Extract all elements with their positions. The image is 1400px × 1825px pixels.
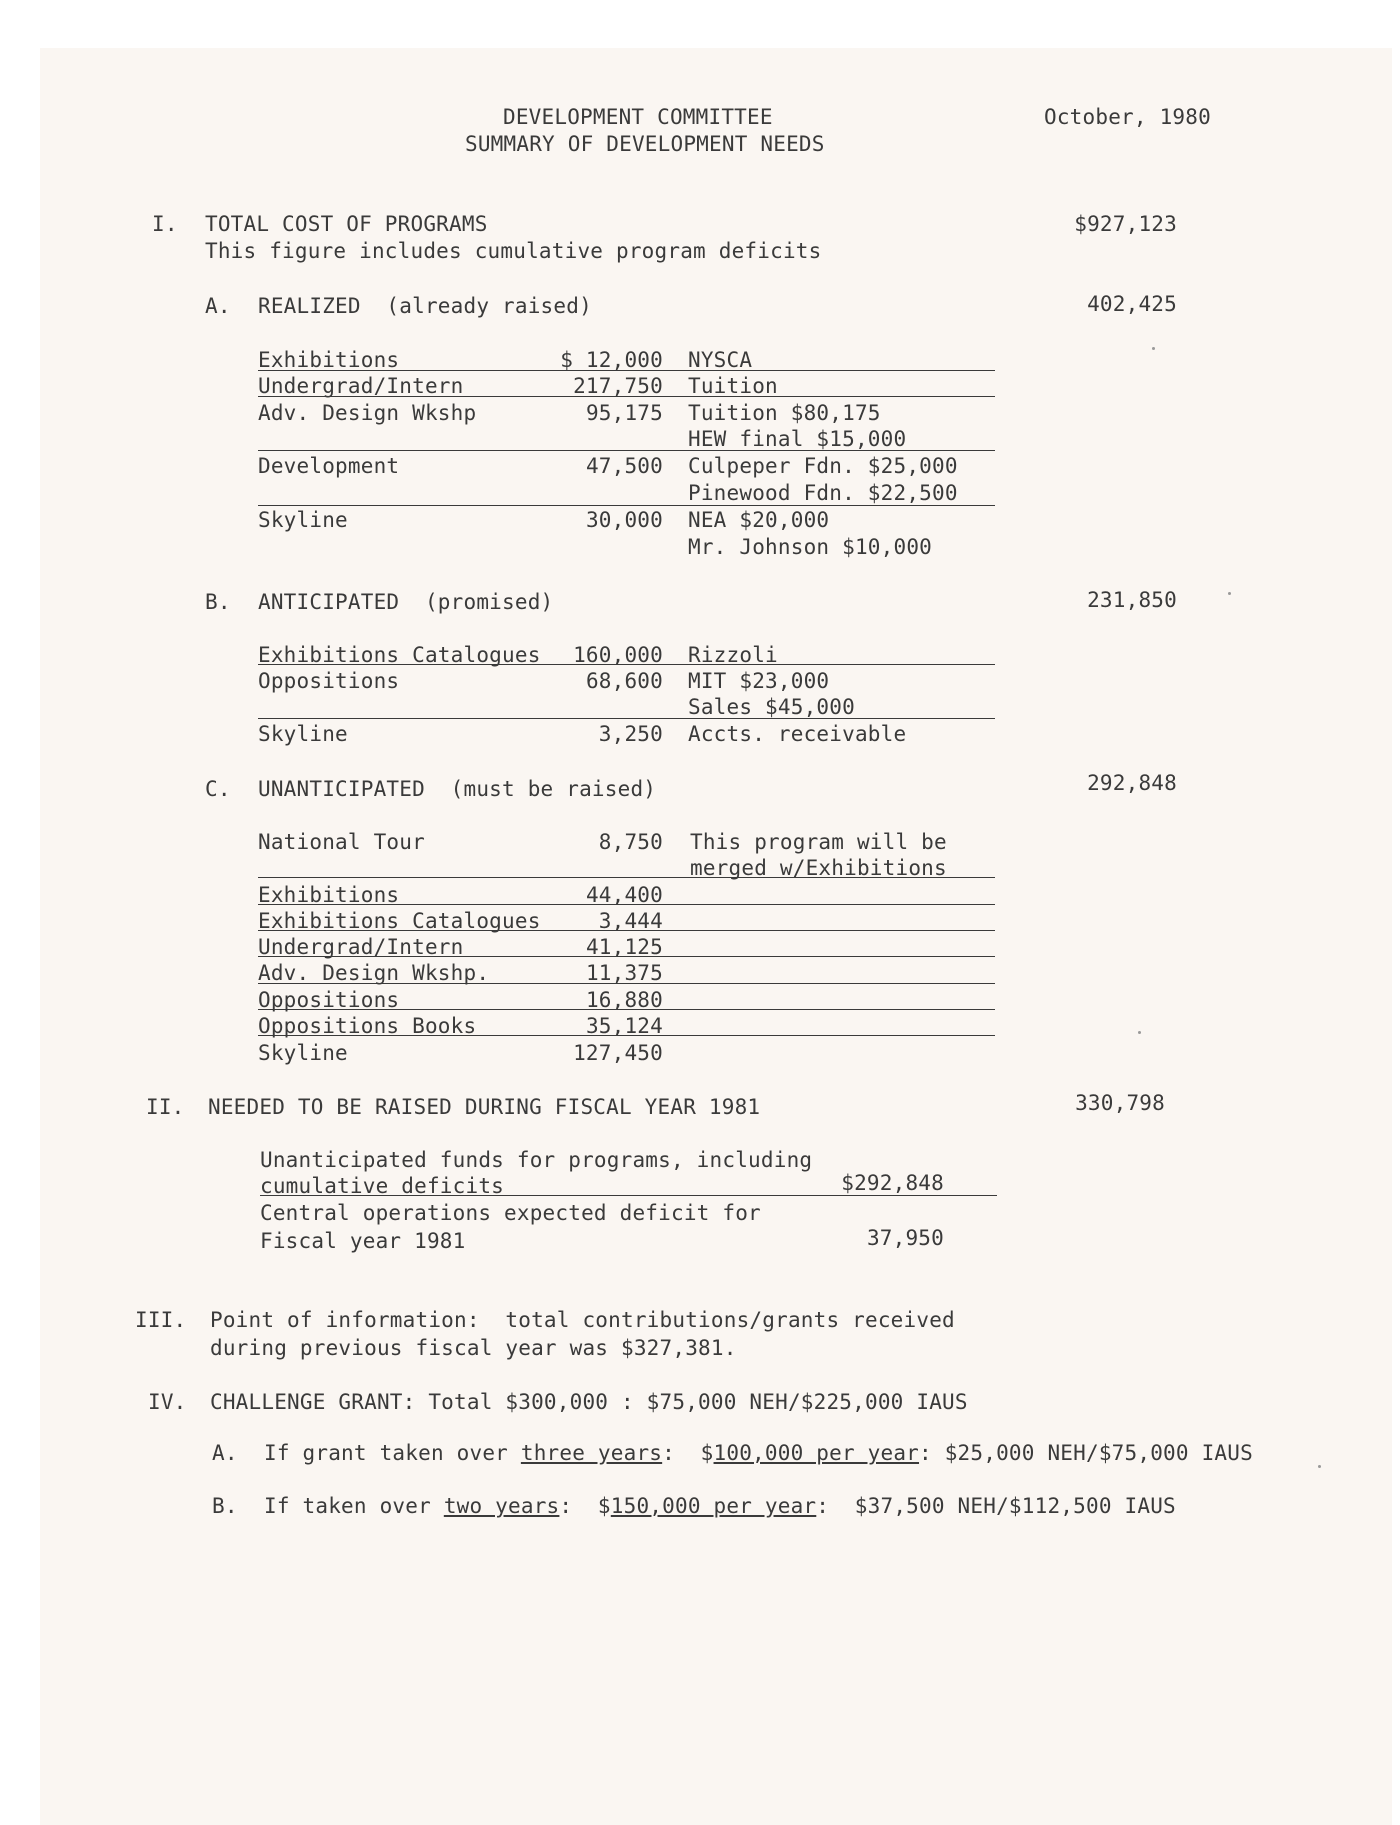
subsection-b-amount: 231,850 bbox=[1087, 588, 1177, 612]
anticipated-amount: 68,600 bbox=[585, 669, 663, 693]
realized-amount: 30,000 bbox=[585, 508, 663, 532]
subsection-a-amount: 402,425 bbox=[1087, 292, 1177, 316]
section-2-line-2-amount: $292,848 bbox=[841, 1171, 944, 1195]
anticipated-source-2: Sales $45,000 bbox=[688, 695, 855, 719]
table-rule bbox=[258, 983, 995, 984]
table-rule bbox=[258, 1009, 995, 1010]
table-rule bbox=[258, 904, 995, 905]
realized-source: Tuition bbox=[688, 374, 778, 398]
document-date: October, 1980 bbox=[1044, 105, 1211, 129]
b-rate-underlined: 150,000 per year bbox=[610, 1494, 817, 1518]
subsection-a-heading: REALIZED (already raised) bbox=[258, 294, 592, 318]
unanticipated-amount: 8,750 bbox=[598, 830, 663, 854]
realized-amount: 95,175 bbox=[585, 401, 663, 425]
unanticipated-amount: 35,124 bbox=[585, 1014, 663, 1038]
realized-source-2: Pinewood Fdn. $22,500 bbox=[688, 481, 958, 505]
table-rule bbox=[258, 396, 995, 397]
realized-program: Exhibitions bbox=[258, 348, 400, 372]
unanticipated-program: Exhibitions bbox=[258, 883, 400, 907]
anticipated-source: Accts. receivable bbox=[688, 722, 907, 746]
unanticipated-program: Undergrad/Intern bbox=[258, 935, 464, 959]
a-mid: : $ bbox=[662, 1441, 714, 1465]
realized-source-2: Mr. Johnson $10,000 bbox=[688, 535, 933, 559]
section-1-amount: $927,123 bbox=[1074, 212, 1177, 236]
paper-speck bbox=[1152, 347, 1155, 350]
anticipated-program: Exhibitions Catalogues bbox=[258, 643, 541, 667]
realized-amount: 47,500 bbox=[585, 454, 663, 478]
subsection-a-letter: A. bbox=[205, 294, 231, 318]
section-4-a-text bbox=[264, 1440, 1253, 1466]
a-post: : $25,000 NEH/$75,000 IAUS bbox=[919, 1441, 1253, 1465]
section-2-line-4-amount: 37,950 bbox=[866, 1226, 944, 1250]
unanticipated-amount: 16,880 bbox=[585, 988, 663, 1012]
table-rule bbox=[258, 718, 995, 719]
section-2-numeral: II. bbox=[146, 1095, 185, 1119]
unanticipated-amount: 3,444 bbox=[598, 909, 663, 933]
table-rule bbox=[258, 370, 995, 371]
table-rule bbox=[258, 956, 995, 957]
unanticipated-amount: 44,400 bbox=[585, 883, 663, 907]
section-4-b-text bbox=[264, 1493, 1176, 1519]
table-rule bbox=[258, 664, 995, 665]
table-rule bbox=[258, 1035, 995, 1036]
b-post: : $37,500 NEH/$112,500 IAUS bbox=[816, 1494, 1176, 1518]
subsection-c-letter: C. bbox=[205, 777, 231, 801]
table-rule bbox=[258, 450, 995, 451]
anticipated-amount: 160,000 bbox=[573, 643, 663, 667]
section-2-line-3: Central operations expected deficit for bbox=[260, 1201, 761, 1225]
section-4-b-letter: B. bbox=[212, 1494, 238, 1518]
section-3-line-1: Point of information: total contributions/grants received bbox=[210, 1308, 955, 1332]
section-4-heading: CHALLENGE GRANT: Total $300,000 : $75,000 NEH/$225,000 IAUS bbox=[210, 1390, 968, 1414]
table-rule bbox=[258, 930, 995, 931]
table-rule bbox=[260, 1195, 997, 1196]
subsection-c-heading: UNANTICIPATED (must be raised) bbox=[258, 777, 657, 801]
paper-sheet bbox=[40, 48, 1392, 1825]
section-4-a-letter: A. bbox=[212, 1441, 238, 1465]
section-2-line-2: cumulative deficits bbox=[260, 1174, 505, 1198]
subsection-b-letter: B. bbox=[205, 590, 231, 614]
unanticipated-program: Exhibitions Catalogues bbox=[258, 909, 541, 933]
unanticipated-program: Oppositions Books bbox=[258, 1014, 477, 1038]
realized-program: Skyline bbox=[258, 508, 348, 532]
anticipated-program: Oppositions bbox=[258, 669, 400, 693]
realized-program: Undergrad/Intern bbox=[258, 374, 464, 398]
section-2-line-1: Unanticipated funds for programs, including bbox=[260, 1148, 813, 1172]
table-rule bbox=[258, 877, 995, 878]
realized-source: NEA $20,000 bbox=[688, 508, 830, 532]
unanticipated-program: National Tour bbox=[258, 830, 425, 854]
unanticipated-program: Oppositions bbox=[258, 988, 400, 1012]
section-2-line-4: Fiscal year 1981 bbox=[260, 1229, 466, 1253]
anticipated-amount: 3,250 bbox=[598, 722, 663, 746]
paper-speck bbox=[1318, 1465, 1321, 1468]
b-term-underlined: two years bbox=[443, 1494, 560, 1518]
subsection-c-amount: 292,848 bbox=[1087, 771, 1177, 795]
unanticipated-program: Adv. Design Wkshp. bbox=[258, 961, 490, 985]
anticipated-source: Rizzoli bbox=[688, 643, 778, 667]
section-1-note: This figure includes cumulative program deficits bbox=[205, 239, 822, 263]
realized-program: Adv. Design Wkshp bbox=[258, 401, 477, 425]
table-rule bbox=[258, 505, 995, 506]
section-1-heading: TOTAL COST OF PROGRAMS bbox=[205, 212, 488, 236]
anticipated-source: MIT $23,000 bbox=[688, 669, 830, 693]
unanticipated-note-2: merged w/Exhibitions bbox=[690, 856, 947, 880]
section-2-amount: 330,798 bbox=[1075, 1091, 1165, 1115]
section-3-line-2: during previous fiscal year was $327,381. bbox=[210, 1336, 737, 1360]
title-line-1: DEVELOPMENT COMMITTEE bbox=[503, 105, 773, 129]
a-term-underlined: three years bbox=[520, 1441, 663, 1465]
paper-speck bbox=[1138, 1031, 1141, 1034]
a-rate-underlined: 100,000 per year bbox=[713, 1441, 920, 1465]
realized-amount: $ 12,000 bbox=[560, 348, 663, 372]
b-mid: : $ bbox=[559, 1494, 611, 1518]
paper-speck bbox=[1228, 592, 1231, 595]
section-1-numeral: I. bbox=[152, 212, 178, 236]
section-2-heading: NEEDED TO BE RAISED DURING FISCAL YEAR 1981 bbox=[208, 1095, 761, 1119]
section-3-numeral: III. bbox=[135, 1308, 187, 1332]
realized-source-2: HEW final $15,000 bbox=[688, 427, 907, 451]
unanticipated-amount: 41,125 bbox=[585, 935, 663, 959]
realized-amount: 217,750 bbox=[573, 374, 663, 398]
realized-source: Culpeper Fdn. $25,000 bbox=[688, 454, 958, 478]
unanticipated-amount: 11,375 bbox=[585, 961, 663, 985]
realized-source: NYSCA bbox=[688, 348, 753, 372]
anticipated-program: Skyline bbox=[258, 722, 348, 746]
b-pre: If taken over bbox=[264, 1494, 444, 1518]
unanticipated-amount: 127,450 bbox=[573, 1041, 663, 1065]
title-line-2: SUMMARY OF DEVELOPMENT NEEDS bbox=[465, 132, 825, 156]
subsection-b-heading: ANTICIPATED (promised) bbox=[258, 590, 554, 614]
realized-source: Tuition $80,175 bbox=[688, 401, 881, 425]
realized-program: Development bbox=[258, 454, 400, 478]
unanticipated-program: Skyline bbox=[258, 1041, 348, 1065]
section-4-numeral: IV. bbox=[148, 1390, 187, 1414]
a-pre: If grant taken over bbox=[264, 1441, 521, 1465]
unanticipated-note: This program will be bbox=[690, 830, 947, 854]
